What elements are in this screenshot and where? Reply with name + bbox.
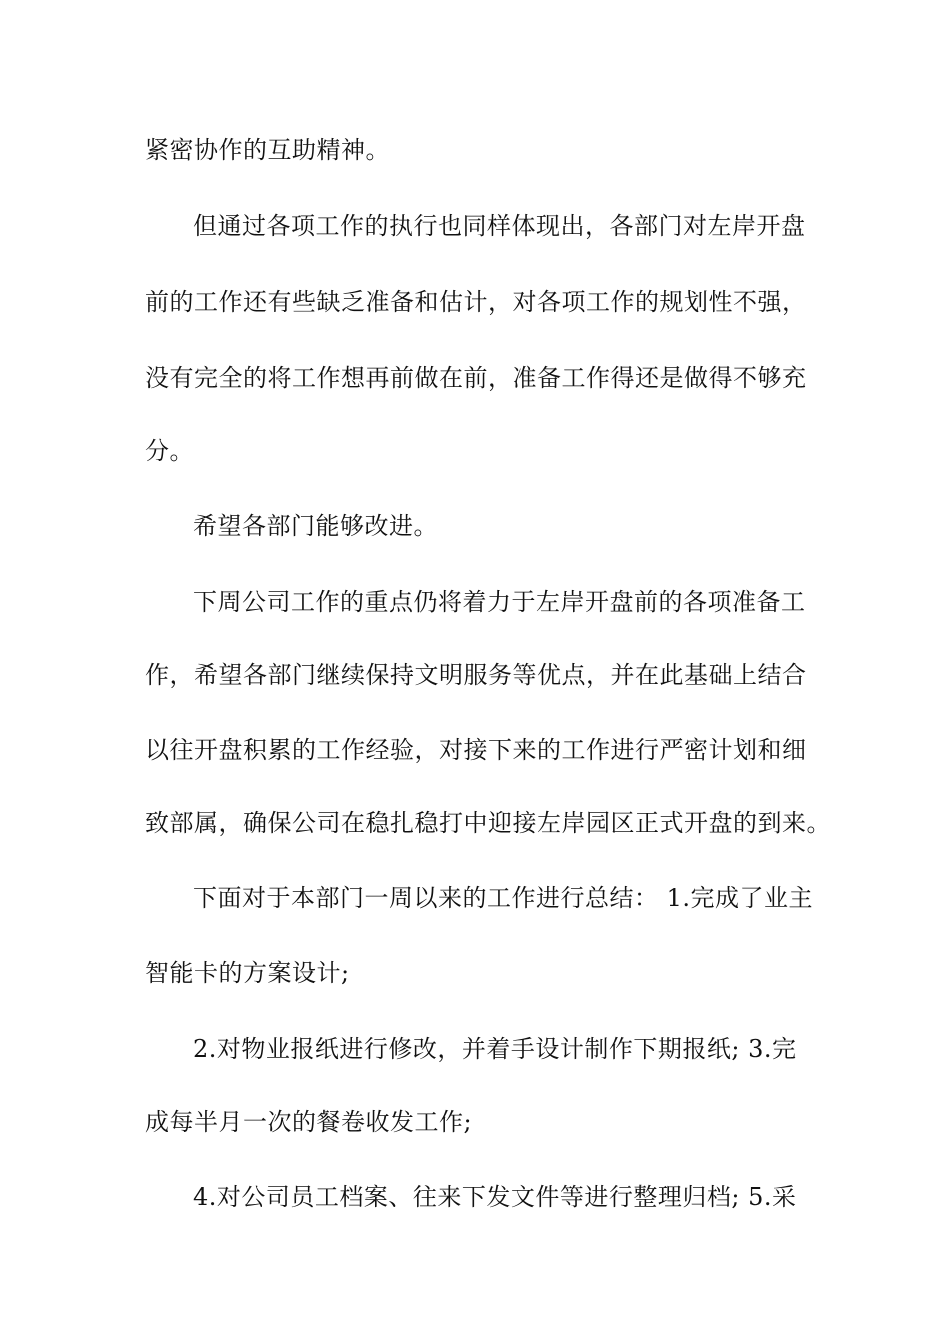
text-line: 前的工作还有些缺乏准备和估计，对各项工作的规划性不强， [145, 288, 807, 316]
paragraph-start-line: 希望各部门能够改进。 [193, 512, 438, 540]
text-line: 分。 [145, 437, 194, 465]
paragraph-start-line: 下面对于本部门一周以来的工作进行总结： 1.完成了业主 [193, 884, 814, 912]
text-line: 致部属，确保公司在稳扎稳打中迎接左岸园区正式开盘的到来。 [145, 809, 831, 837]
text-line: 智能卡的方案设计; [145, 959, 350, 987]
paragraph-start-line: 2.对物业报纸进行修改，并着手设计制作下期报纸; 3.完 [193, 1035, 797, 1063]
text-line: 没有完全的将工作想再前做在前，准备工作得还是做得不够充 [145, 364, 807, 392]
paragraph-start-line: 下周公司工作的重点仍将着力于左岸开盘前的各项准备工 [193, 588, 806, 616]
text-line: 以往开盘积累的工作经验，对接下来的工作进行严密计划和细 [145, 736, 807, 764]
text-line: 作，希望各部门继续保持文明服务等优点，并在此基础上结合 [145, 661, 807, 689]
paragraph-start-line: 4.对公司员工档案、往来下发文件等进行整理归档; 5.采 [193, 1183, 797, 1211]
text-line: 紧密协作的互助精神。 [145, 136, 390, 164]
text-line: 成每半月一次的餐卷收发工作; [145, 1108, 473, 1136]
paragraph-start-line: 但通过各项工作的执行也同样体现出，各部门对左岸开盘 [193, 212, 806, 240]
